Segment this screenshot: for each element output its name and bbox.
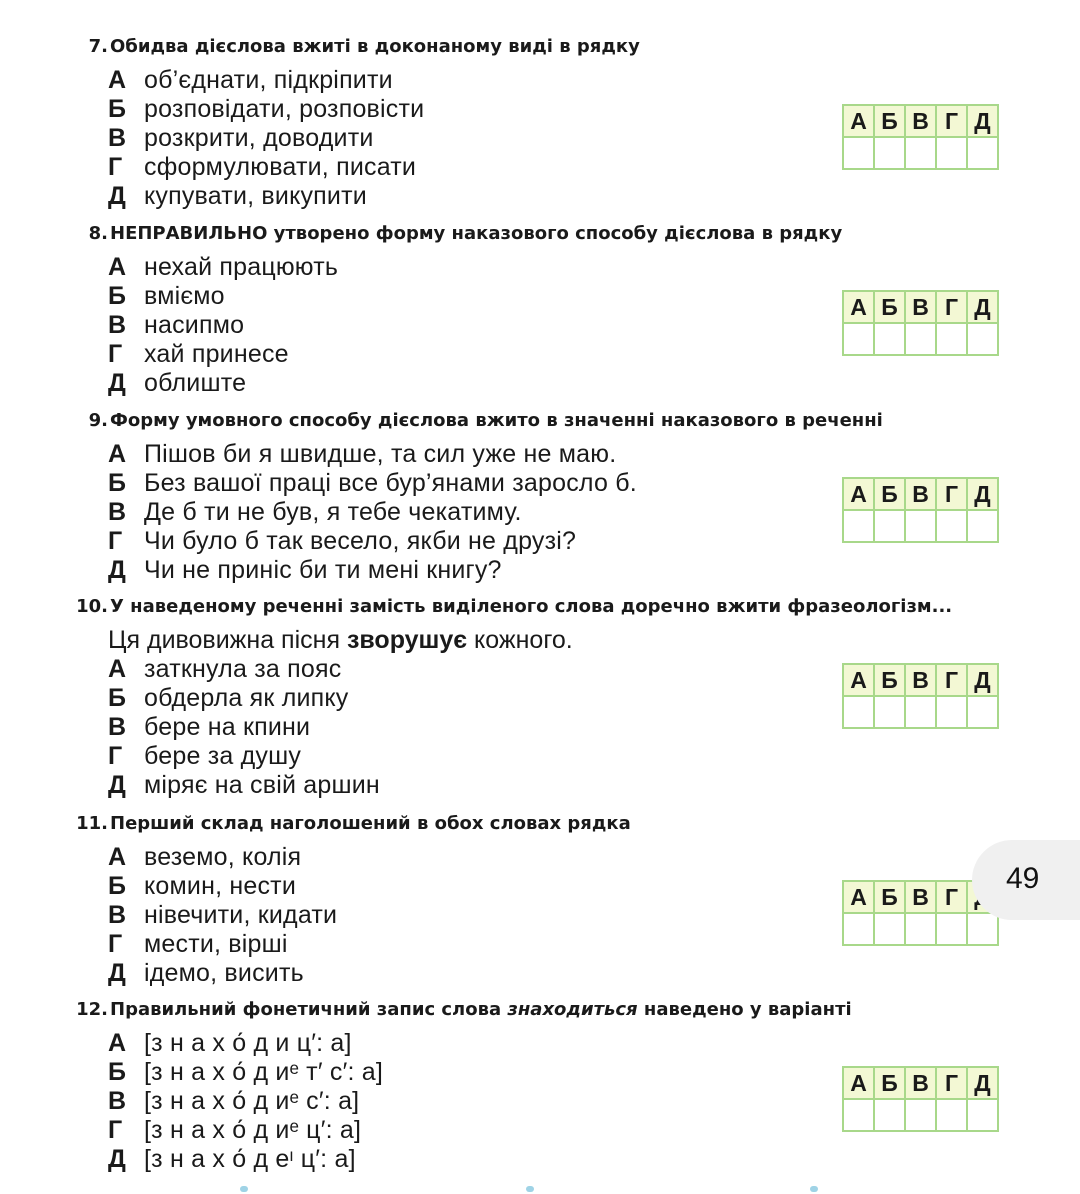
answer-cell[interactable] [874, 137, 905, 169]
answer-cell[interactable] [905, 137, 936, 169]
answer-cell[interactable] [843, 1099, 874, 1131]
answer-cell[interactable] [874, 696, 905, 728]
option-g: Г сформулювати, писати [108, 153, 417, 181]
answer-grid: А Б В Г Д [842, 290, 999, 356]
page-number: 49 [1006, 862, 1040, 895]
answer-cell[interactable] [967, 696, 998, 728]
answer-cell[interactable] [936, 510, 967, 542]
option-d: Д [з н а х о́ д еᶦ ц′: а] [108, 1145, 356, 1173]
option-v: В бере на кпини [108, 713, 311, 741]
bottom-decoration [0, 1186, 1080, 1194]
option-v: В Де б ти не був, я тебе чекатиму. [108, 498, 522, 526]
option-a: А об’єднати, підкріпити [108, 66, 393, 94]
answer-cell[interactable] [874, 913, 905, 945]
option-d: Д купувати, викупити [108, 182, 367, 210]
option-g: Г хай принесе [108, 340, 289, 368]
option-v: В нівечити, кидати [108, 901, 338, 929]
question-number: 10. [76, 596, 108, 617]
answer-cell[interactable] [936, 696, 967, 728]
question-stem [60, 36, 960, 57]
answer-cell[interactable] [905, 1099, 936, 1131]
decor-dot [240, 1186, 248, 1192]
question-stem: 12. Правильний фонетичний запис слова знаходиться наведено у варіанті [60, 999, 960, 1020]
answer-cell[interactable] [936, 1099, 967, 1131]
option-a: А нехай працюють [108, 253, 339, 281]
option-g: Г Чи було б так весело, якби не друзі? [108, 527, 577, 555]
option-b: Б комин, нести [108, 872, 296, 900]
answer-grid: А Б В Г Д [842, 477, 999, 543]
question-stem [60, 596, 960, 617]
option-g: Г мести, вірші [108, 930, 288, 958]
answer-cell[interactable] [905, 510, 936, 542]
answer-grid: А Б В Г Д [842, 663, 999, 729]
answer-cell[interactable] [967, 1099, 998, 1131]
option-b: Б розповідати, розповісти [108, 95, 425, 123]
question-text: НЕПРАВИЛЬНО утворено форму наказового способу дієслова в рядку [110, 223, 843, 244]
option-a: А веземо, колія [108, 843, 302, 871]
option-a: А Пішов би я швидше, та сил уже не маю. [108, 440, 617, 468]
question-stem [60, 813, 960, 834]
answer-cell[interactable] [936, 323, 967, 355]
option-b: Б [з н а х о́ д иᵉ т′ с′: а] [108, 1058, 383, 1086]
decor-dot [810, 1186, 818, 1192]
answer-cell[interactable] [874, 510, 905, 542]
option-a: А [з н а х о́ д и ц′: а] [108, 1029, 352, 1057]
answer-cell[interactable] [843, 913, 874, 945]
option-d: Д міряє на свій аршин [108, 771, 380, 799]
option-d: Д Чи не приніс би ти мені книгу? [108, 556, 502, 584]
highlighted-word: зворушує [346, 626, 468, 654]
question-text: Перший склад наголошений в обох словах рядка [110, 813, 631, 834]
question-number: 11. [76, 813, 108, 834]
question-number: 12. [76, 999, 108, 1020]
option-v: В насипмо [108, 311, 245, 339]
decor-dot [526, 1186, 534, 1192]
option-b: Б обдерла як липку [108, 684, 349, 712]
answer-cell[interactable] [843, 323, 874, 355]
question-number: 9. [88, 410, 108, 431]
example-sentence: Ця дивовижна пісня зворушує кожного. [108, 626, 573, 654]
option-g: Г бере за душу [108, 742, 302, 770]
option-v: В розкрити, доводити [108, 124, 374, 152]
option-d: Д ідемо, висить [108, 959, 304, 987]
question-text: Обидва дієслова вжиті в доконаному виді в рядку [110, 36, 640, 57]
question-number: 7. [88, 36, 108, 57]
answer-grid: А Б В Г Д [842, 1066, 999, 1132]
answer-cell[interactable] [967, 913, 998, 945]
option-b: Б Без вашої праці все бур’янами заросло б. [108, 469, 637, 497]
answer-cell[interactable] [967, 137, 998, 169]
option-a: А заткнула за пояс [108, 655, 342, 683]
answer-cell[interactable] [967, 323, 998, 355]
answer-cell[interactable] [905, 323, 936, 355]
question-text: У наведеному реченні замість виділеного слова доречно вжити фразеологізм... [110, 596, 953, 617]
answer-cell[interactable] [874, 323, 905, 355]
option-b: Б вміємо [108, 282, 225, 310]
answer-cell[interactable] [905, 913, 936, 945]
answer-cell[interactable] [874, 1099, 905, 1131]
answer-cell[interactable] [843, 510, 874, 542]
option-d: Д облиште [108, 369, 247, 397]
answer-cell[interactable] [843, 137, 874, 169]
question-stem [60, 223, 960, 244]
answer-cell[interactable] [936, 137, 967, 169]
highlighted-word: знаходиться [507, 999, 638, 1020]
question-number: 8. [88, 223, 108, 244]
answer-grid: А Б В Г [842, 880, 999, 946]
answer-cell[interactable] [936, 913, 967, 945]
question-stem [60, 410, 960, 431]
answer-cell[interactable] [843, 696, 874, 728]
option-v: В [з н а х о́ д иᵉ с′: а] [108, 1087, 360, 1115]
answer-grid: А Б В Г Д [842, 104, 999, 170]
answer-cell[interactable] [905, 696, 936, 728]
question-text: Форму умовного способу дієслова вжито в значенні наказового в реченні [110, 410, 883, 431]
option-g: Г [з н а х о́ д иᵉ ц′: а] [108, 1116, 362, 1144]
answer-cell[interactable] [967, 510, 998, 542]
